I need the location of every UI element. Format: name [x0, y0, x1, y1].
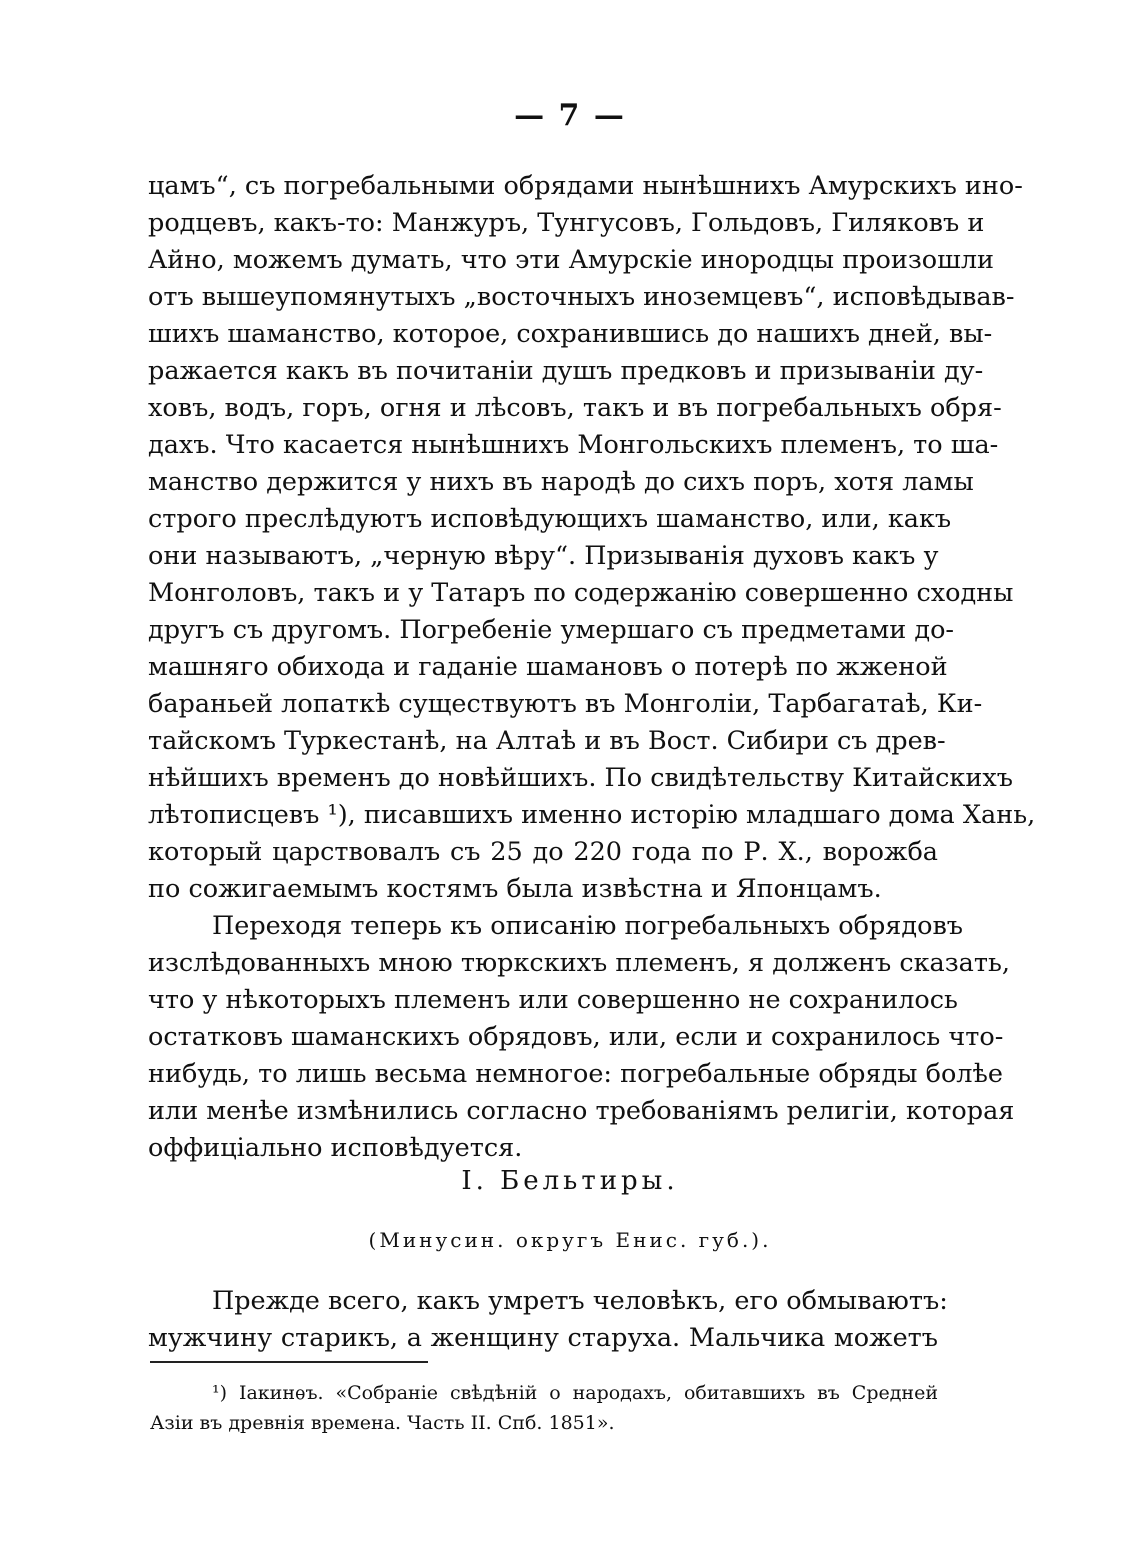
body-line: изслѣдованныхъ мною тюркскихъ племенъ, я долженъ сказать, [148, 948, 1010, 978]
body-line: оффиціально исповѣдуется. [148, 1133, 523, 1163]
body-line: машняго обихода и гаданіе шамановъ о потерѣ по жженой [148, 652, 948, 682]
body-line: который царствовалъ съ 25 до 220 года по Р. Х., ворожба [148, 837, 938, 867]
body-line: родцевъ, какъ-то: Манжуръ, Тунгусовъ, Гольдовъ, Гиляковъ и [148, 208, 985, 238]
body-line: шихъ шаманство, которое, сохранившись до нашихъ дней, вы- [148, 319, 993, 349]
body-line: манство держится у нихъ въ народѣ до сихъ поръ, хотя ламы [148, 467, 974, 497]
body-line: нѣйшихъ временъ до новѣйшихъ. По свидѣтельству Китайскихъ [148, 763, 1013, 793]
section-subtitle: (Минусин. округъ Енис. губ.). [368, 1228, 772, 1252]
body-line: что у нѣкоторыхъ племенъ или совершенно не сохранилось [148, 985, 958, 1015]
body-line: или менѣе измѣнились согласно требованіямъ религіи, которая [148, 1096, 1015, 1126]
body-line: бараньей лопаткѣ существуютъ въ Монголіи, Тарбагатаѣ, Ки- [148, 689, 983, 719]
section-title: I. Бельтиры. [461, 1166, 679, 1196]
body-line: мужчину старикъ, а женщину старуха. Мальчика можетъ [148, 1323, 938, 1353]
body-line: Айно, можемъ думать, что эти Амурскіе инородцы произошли [148, 245, 995, 275]
body-line: ховъ, водъ, горъ, огня и лѣсовъ, такъ и въ погребальныхъ обря- [148, 393, 1002, 423]
page-number: — 7 — [514, 98, 626, 133]
body-line-paragraph-start: Прежде всего, какъ умретъ человѣкъ, его обмываютъ: [212, 1286, 948, 1316]
body-line: остатковъ шаманскихъ обрядовъ, или, если и сохранилось что- [148, 1022, 1004, 1052]
body-line: они называютъ, „черную вѣру“. Призыванія духовъ какъ у [148, 541, 939, 571]
body-line: другъ съ другомъ. Погребеніе умершаго съ предметами до- [148, 615, 955, 645]
body-line: дахъ. Что касается нынѣшнихъ Монгольскихъ племенъ, то ша- [148, 430, 999, 460]
body-line: Монголовъ, такъ и у Татаръ по содержанію совершенно сходны [148, 578, 1014, 608]
body-line: ражается какъ въ почитаніи душъ предковъ и призываніи ду- [148, 356, 984, 386]
body-line: тайскомъ Туркестанѣ, на Алтаѣ и въ Вост. Сибири съ древ- [148, 726, 946, 756]
body-line: отъ вышеупомянутыхъ „восточныхъ иноземцевъ“, исповѣдывав- [148, 282, 1015, 312]
body-line: строго преслѣдуютъ исповѣдующихъ шаманство, или, какъ [148, 504, 952, 534]
body-line: нибудь, то лишь весьма немногое: погребальные обряды болѣе [148, 1059, 1003, 1089]
body-line: по сожигаемымъ костямъ была извѣстна и Японцамъ. [148, 874, 882, 904]
body-line: лѣтописцевъ ¹), писавшихъ именно исторію младшаго дома Хань, [148, 800, 1036, 830]
footnote-line: ¹) Іакинѳъ. «Собраніе свѣдѣній о народахъ, обитавшихъ въ Средней [212, 1382, 938, 1404]
body-line: цамъ“, съ погребальными обрядами нынѣшнихъ Амурскихъ ино- [148, 171, 1023, 201]
footnote-line: Азіи въ древнія времена. Часть II. Спб. 1851». [150, 1412, 615, 1434]
footnote-divider [150, 1361, 428, 1363]
body-line-paragraph-start: Переходя теперь къ описанію погребальныхъ обрядовъ [212, 911, 964, 941]
